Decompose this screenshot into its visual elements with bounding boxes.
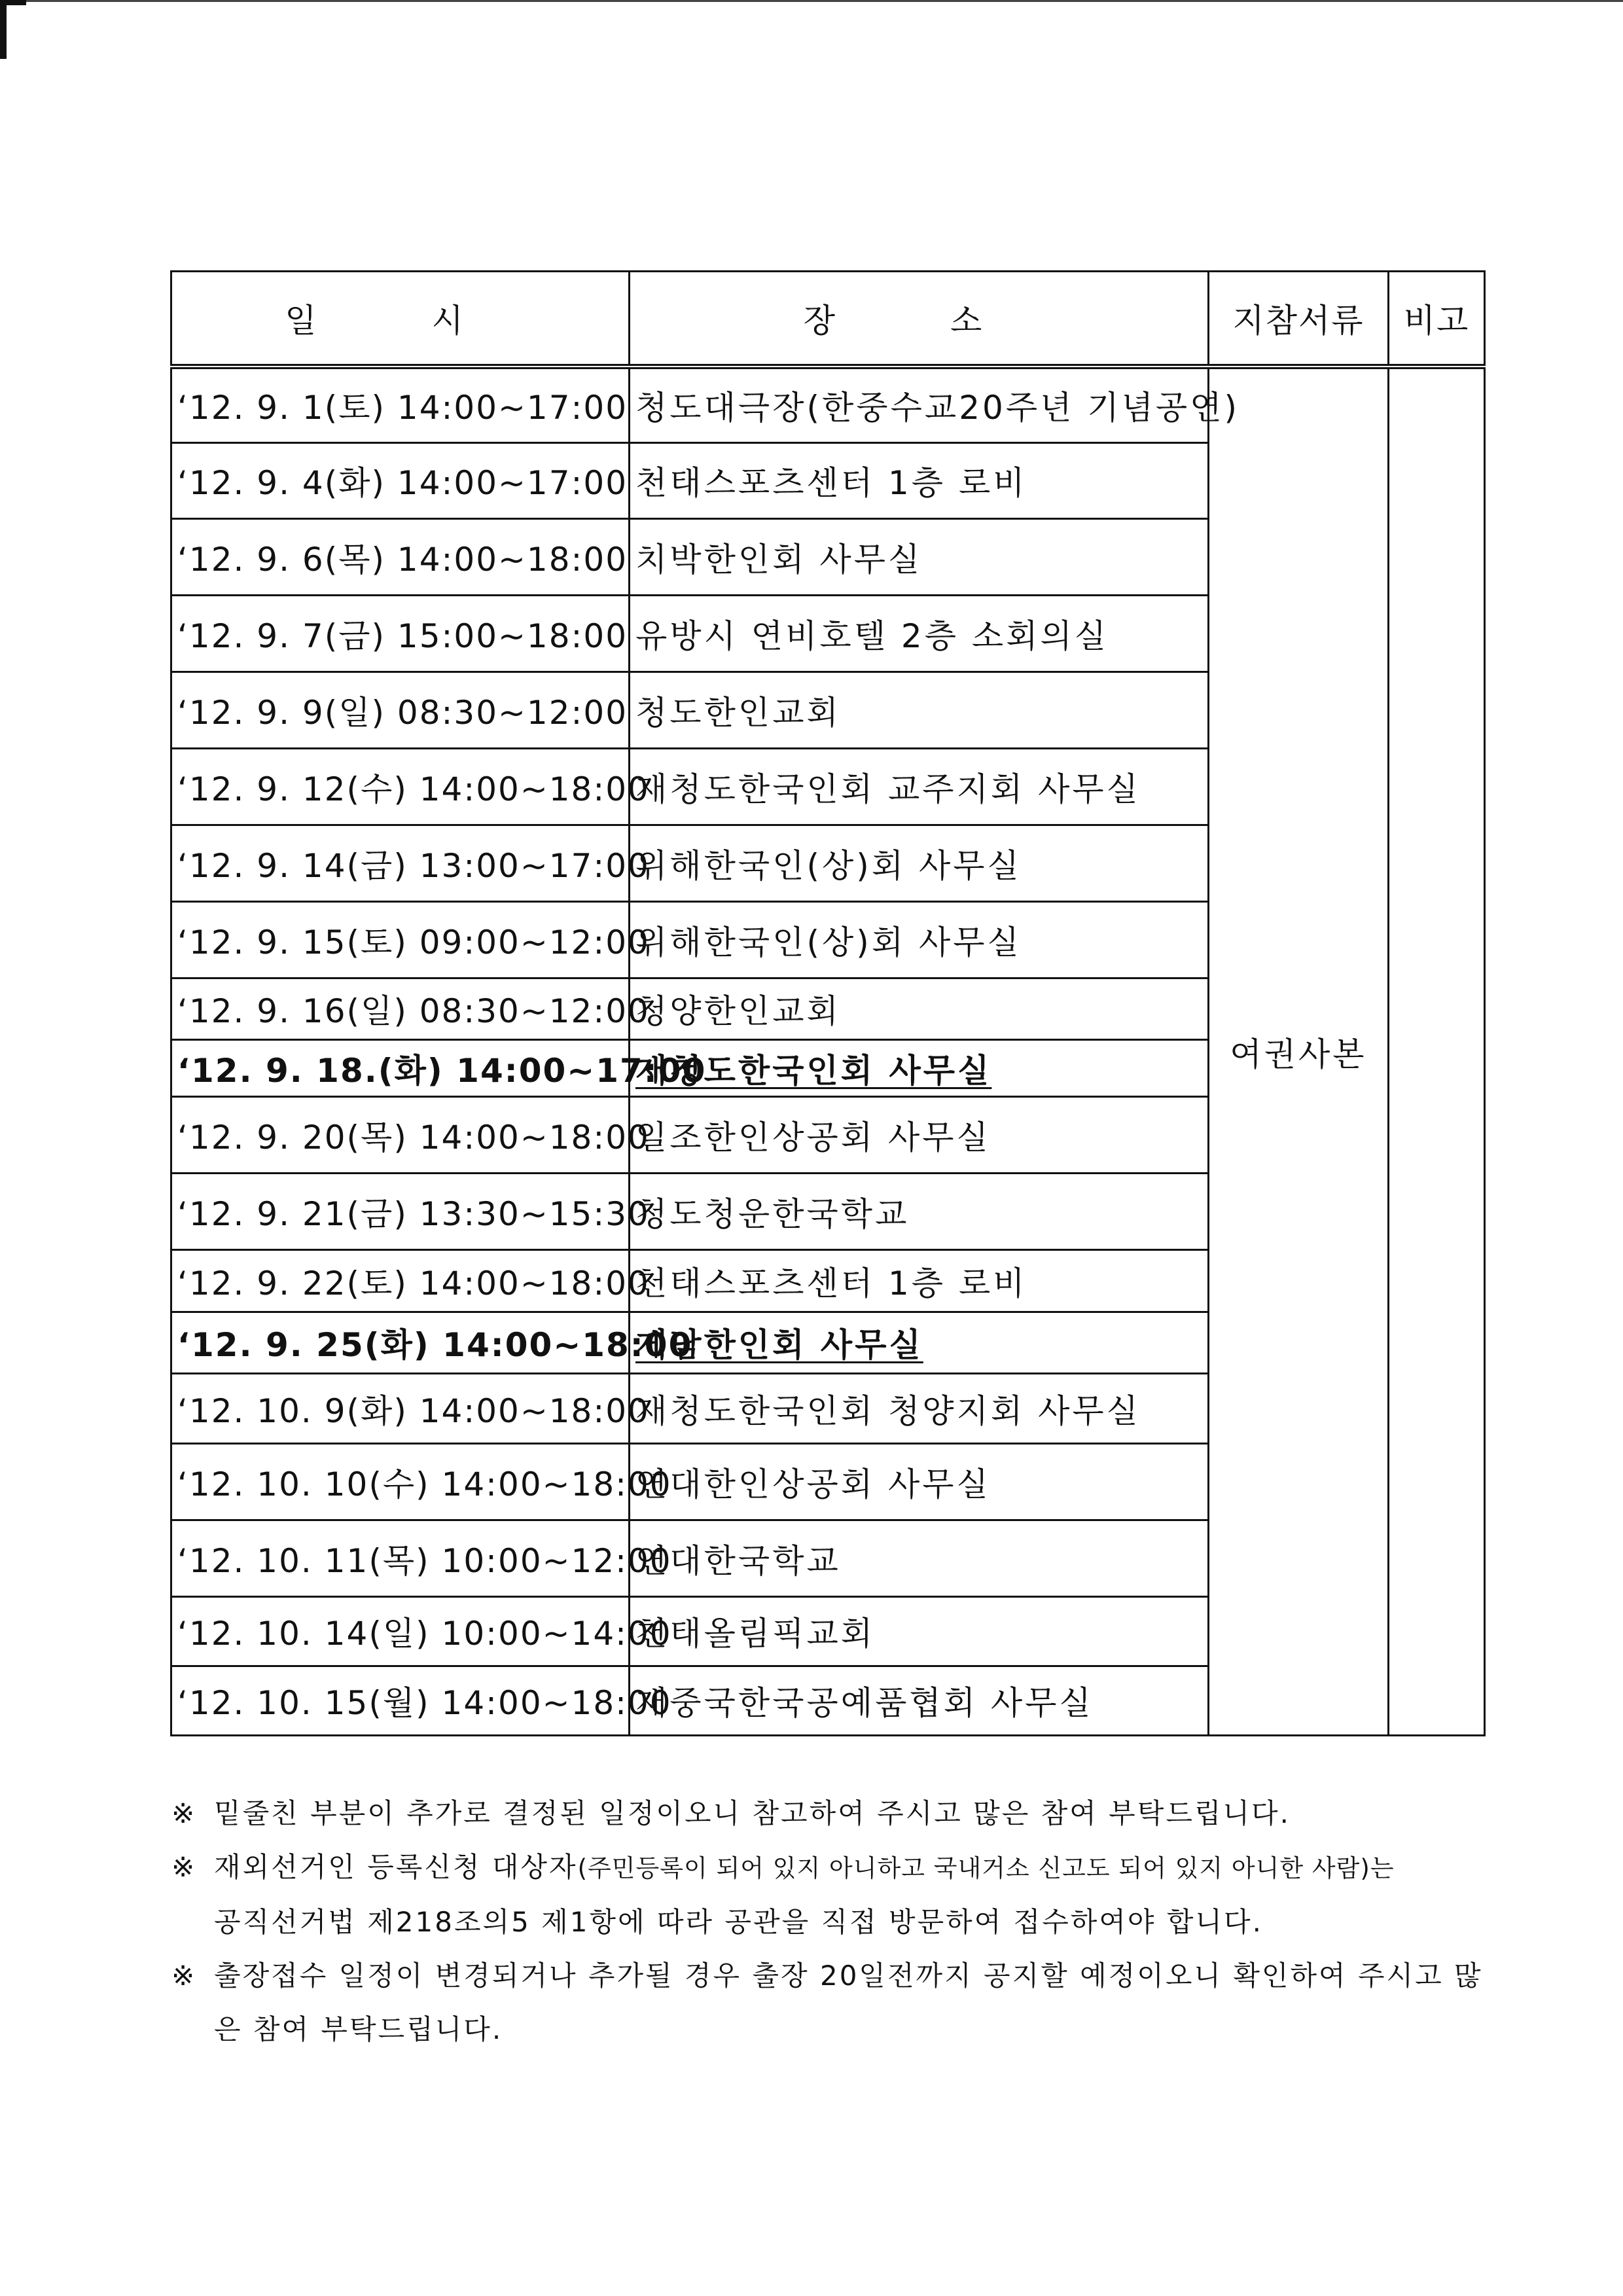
row-date: ‘12. 9. 9(일) 08:30~12:00 — [171, 672, 630, 748]
reference-mark-icon: ※ — [171, 1851, 197, 1883]
row-place — [630, 825, 1209, 901]
reference-mark-icon: ※ — [171, 1960, 197, 1992]
row-place — [630, 595, 1209, 672]
note-2-lead: 재외선거인 등록신청 대상자 — [214, 1851, 578, 1883]
row-date: ‘12. 9. 1(토) 14:00~17:00 — [171, 367, 630, 442]
remarks-cell — [1389, 367, 1485, 1735]
header-datetime: 일 시 — [171, 272, 630, 367]
row-date: ‘12. 9. 25(화) 14:00~18:00 — [171, 1312, 630, 1373]
note-3 — [171, 1949, 1487, 2056]
row-place-text: 재청도한국인회 청양지회 사무실 — [635, 1391, 1141, 1430]
notes-section — [171, 1787, 1487, 2056]
note-1 — [171, 1787, 1487, 1840]
row-place — [630, 1443, 1209, 1520]
row-place-text: 연대한인상공회 사무실 — [635, 1465, 991, 1503]
row-date: ‘12. 9. 4(화) 14:00~17:00 — [171, 442, 630, 518]
row-date: ‘12. 9. 18.(화) 14:00~17:00 — [171, 1039, 630, 1096]
row-place — [630, 672, 1209, 748]
note-3-text: 출장접수 일정이 변경되거나 추가될 경우 출장 20일전까지 공지할 예정이오니 확인하여 주시고 많은 참여 부탁드립니다. — [214, 1960, 1483, 2045]
row-place-text: 연대한국학교 — [635, 1541, 841, 1580]
note-1-text: 밑줄친 부분이 추가로 결정된 일정이오니 참고하여 주시고 많은 참여 부탁드립니다. — [214, 1797, 1291, 1829]
row-date: ‘12. 9. 6(목) 14:00~18:00 — [171, 518, 630, 595]
row-date: ‘12. 10. 15(월) 14:00~18:00 — [171, 1666, 630, 1735]
row-date: ‘12. 10. 9(화) 14:00~18:00 — [171, 1373, 630, 1443]
row-place — [630, 1520, 1209, 1596]
row-place — [630, 1312, 1209, 1373]
row-place — [630, 978, 1209, 1039]
note-2 — [171, 1840, 1487, 1949]
row-place — [630, 1666, 1209, 1735]
row-date: ‘12. 9. 22(토) 14:00~18:00 — [171, 1249, 630, 1312]
row-place-text: 청도대극장(한중수교20주년 기념공연) — [635, 389, 1240, 427]
reference-mark-icon: ※ — [171, 1797, 197, 1829]
scan-corner-mark — [0, 0, 7, 59]
row-place-text: 위해한국인(상)회 사무실 — [635, 846, 1022, 885]
row-date: ‘12. 9. 12(수) 14:00~18:00 — [171, 748, 630, 825]
row-place — [630, 1249, 1209, 1312]
row-place — [630, 367, 1240, 442]
row-date: ‘12. 9. 16(일) 08:30~12:00 — [171, 978, 630, 1039]
table-header-row — [171, 272, 1485, 367]
row-place-text: 청양한인교회 — [635, 992, 841, 1030]
row-date: ‘12. 9. 15(토) 09:00~12:00 — [171, 901, 630, 978]
row-date: ‘12. 10. 10(수) 14:00~18:00 — [171, 1443, 630, 1520]
row-place — [630, 748, 1209, 825]
row-place-text: 제남한인회 사무실 — [635, 1326, 923, 1364]
row-place — [630, 1039, 1209, 1096]
row-place-text: 천태스포츠센터 1층 로비 — [635, 1264, 1027, 1302]
row-place — [630, 1096, 1209, 1173]
row-place — [630, 1373, 1209, 1443]
schedule-table — [170, 270, 1486, 1736]
row-place-text: 유방시 연비호텔 2층 소회의실 — [635, 617, 1109, 655]
row-place-text: 천태스포츠센터 1층 로비 — [635, 464, 1027, 502]
row-place — [630, 1596, 1209, 1666]
row-place-text: 재청도한국인회 사무실 — [635, 1051, 992, 1090]
row-date: ‘12. 10. 11(목) 10:00~12:00 — [171, 1520, 630, 1596]
row-place-text: 천태올림픽교회 — [635, 1615, 876, 1653]
row-date: ‘12. 9. 7(금) 15:00~18:00 — [171, 595, 630, 672]
table-row — [171, 367, 1485, 442]
row-place-text: 치박한인회 사무실 — [635, 540, 923, 579]
row-date: ‘12. 9. 14(금) 13:00~17:00 — [171, 825, 630, 901]
row-date: ‘12. 9. 20(목) 14:00~18:00 — [171, 1096, 630, 1173]
row-place — [630, 901, 1209, 978]
row-date: ‘12. 10. 14(일) 10:00~14:00 — [171, 1596, 630, 1666]
row-date: ‘12. 9. 21(금) 13:30~15:30 — [171, 1173, 630, 1249]
note-2-continued: 공직선거법 제218조의5 제1항에 따라 공관을 직접 방문하여 접수하여야 합니다. — [214, 1906, 1263, 1938]
row-place-text: 청도한인교회 — [635, 693, 841, 732]
scan-top-edge — [26, 0, 1623, 2]
schedule-body — [171, 367, 1485, 1735]
row-place-text: 재청도한국인회 교주지회 사무실 — [635, 770, 1141, 808]
note-2-paren: (주민등록이 되어 있지 아니하고 국내거소 신고도 되어 있지 아니한 사람)는 — [577, 1854, 1395, 1882]
header-remarks: 비고 — [1389, 272, 1485, 367]
header-place: 장 소 — [630, 272, 1209, 367]
row-place-text: 일조한인상공회 사무실 — [635, 1118, 991, 1157]
row-place-text: 청도청운한국학교 — [635, 1194, 910, 1233]
header-documents: 지참서류 — [1209, 272, 1389, 367]
row-place — [630, 442, 1209, 518]
documents-cell: 여권사본 — [1209, 367, 1389, 1735]
row-place — [630, 518, 1209, 595]
row-place-text: 위해한국인(상)회 사무실 — [635, 923, 1022, 961]
row-place — [630, 1173, 1209, 1249]
row-place-text: 재중국한국공예품협회 사무실 — [635, 1684, 1094, 1722]
